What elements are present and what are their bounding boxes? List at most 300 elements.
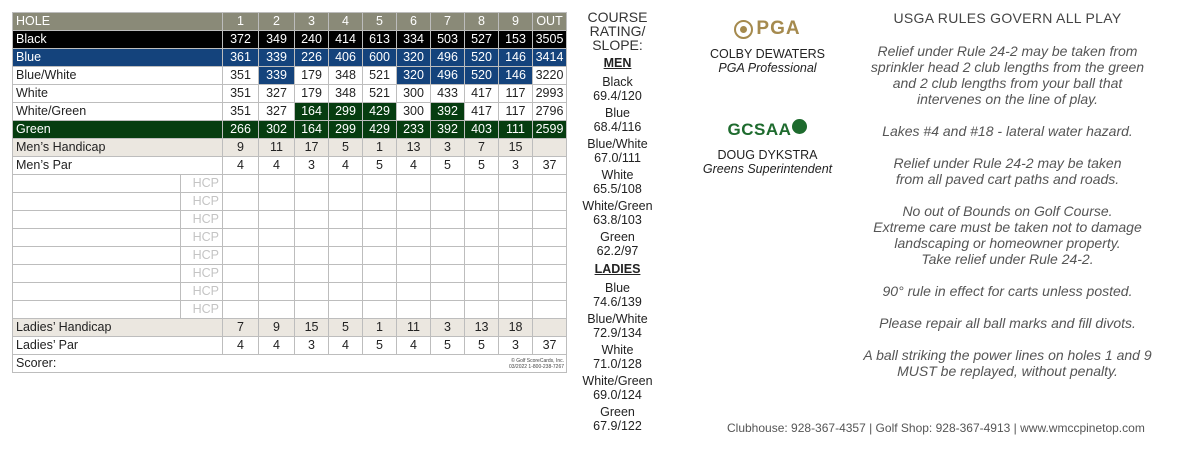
player-score-cell[interactable] — [465, 301, 499, 319]
player-score-cell[interactable] — [465, 265, 499, 283]
course-rating-slope — [570, 10, 665, 436]
player-score-cell[interactable] — [329, 301, 363, 319]
score-cell: 226 — [295, 49, 329, 67]
player-score-cell[interactable] — [533, 211, 567, 229]
score-cell: 233 — [397, 121, 431, 139]
player-name-cell[interactable] — [13, 247, 181, 265]
rule-line: landscaping or homeowner property. — [894, 235, 1121, 251]
score-cell: 600 — [363, 49, 397, 67]
score-cell: 5 — [465, 157, 499, 175]
player-score-cell[interactable] — [295, 193, 329, 211]
player-score-cell[interactable] — [397, 211, 431, 229]
score-cell: 15 — [499, 139, 533, 157]
score-cell: 5 — [329, 319, 363, 337]
score-cell: 3 — [295, 157, 329, 175]
player-score-cell[interactable] — [259, 193, 295, 211]
player-score-cell[interactable] — [363, 247, 397, 265]
tee-name: White/Green — [582, 199, 653, 213]
player-score-cell[interactable] — [329, 193, 363, 211]
score-cell: 327 — [259, 85, 295, 103]
player-score-cell[interactable] — [465, 247, 499, 265]
score-cell: 339 — [259, 67, 295, 85]
hcp-cell: HCP — [181, 193, 223, 211]
score-cell: 4 — [223, 337, 259, 355]
score-cell: 3 — [431, 139, 465, 157]
hcp-cell: HCP — [181, 301, 223, 319]
player-score-cell[interactable] — [431, 175, 465, 193]
player-score-cell[interactable] — [431, 265, 465, 283]
score-cell: 9 — [223, 139, 259, 157]
score-cell: 527 — [465, 31, 499, 49]
player-score-cell[interactable] — [431, 247, 465, 265]
out-cell: 2599 — [533, 121, 567, 139]
tee-row-blue-white — [13, 67, 567, 85]
hcp-cell: HCP — [181, 229, 223, 247]
player-score-cell[interactable] — [431, 283, 465, 301]
rule-line: Relief under Rule 24-2 may be taken from — [877, 43, 1138, 59]
player-score-row[interactable] — [13, 265, 567, 283]
player-name-cell[interactable] — [13, 301, 181, 319]
men-rating-entry — [570, 168, 665, 196]
score-cell: 7 — [465, 139, 499, 157]
player-score-cell[interactable] — [363, 175, 397, 193]
player-score-cell[interactable] — [363, 283, 397, 301]
ladies-rating-entry — [570, 374, 665, 402]
score-cell: 520 — [465, 49, 499, 67]
player-score-row[interactable] — [13, 211, 567, 229]
player-score-cell[interactable] — [223, 175, 259, 193]
player-score-cell[interactable] — [533, 247, 567, 265]
player-score-cell[interactable] — [499, 301, 533, 319]
player-score-cell[interactable] — [533, 193, 567, 211]
player-score-cell[interactable] — [397, 247, 431, 265]
score-cell: 240 — [295, 31, 329, 49]
score-cell: 300 — [397, 103, 431, 121]
player-score-cell[interactable] — [533, 175, 567, 193]
player-score-cell[interactable] — [295, 175, 329, 193]
men-rating-label: MEN — [603, 56, 632, 70]
men-rating-entry — [570, 75, 665, 103]
player-score-cell[interactable] — [397, 265, 431, 283]
tee-row-white — [13, 85, 567, 103]
row-label: White/Green — [13, 103, 223, 121]
player-score-cell[interactable] — [259, 175, 295, 193]
player-score-cell[interactable] — [499, 211, 533, 229]
rule-line: Please repair all ball marks and fill divots. — [879, 315, 1136, 331]
ladies-rating-label: LADIES — [594, 262, 641, 276]
row-label: Black — [13, 31, 223, 49]
score-cell: 417 — [465, 85, 499, 103]
rule-paragraph — [855, 155, 1160, 187]
score-cell: 11 — [397, 319, 431, 337]
score-cell: 179 — [295, 67, 329, 85]
player-score-cell[interactable] — [533, 229, 567, 247]
ladies-rating-entry — [570, 312, 665, 340]
out-cell: OUT — [533, 13, 567, 31]
score-cell: 5 — [431, 157, 465, 175]
contact-info: Clubhouse: 928-367-4357 | Golf Shop: 928-367-4913 | www.wmccpinetop.com — [727, 421, 1145, 435]
score-cell: 5 — [363, 337, 397, 355]
player-name-cell[interactable] — [13, 175, 181, 193]
rating-value: 65.5/108 — [593, 182, 642, 196]
player-score-cell[interactable] — [431, 301, 465, 319]
tee-name: Blue — [604, 281, 631, 295]
men-rating-entry — [570, 137, 665, 165]
ladies-rating-entry — [570, 281, 665, 309]
player-score-cell[interactable] — [329, 229, 363, 247]
rule-line: Relief under Rule 24-2 may be taken — [893, 155, 1122, 171]
score-cell: 18 — [499, 319, 533, 337]
rating-value: 69.0/124 — [593, 388, 642, 402]
player-score-cell[interactable] — [223, 265, 259, 283]
score-cell: 372 — [223, 31, 259, 49]
score-cell: 7 — [431, 13, 465, 31]
player-score-row[interactable] — [13, 229, 567, 247]
player-score-cell[interactable] — [363, 211, 397, 229]
player-score-cell[interactable] — [431, 229, 465, 247]
pga-logo — [695, 14, 840, 44]
player-name-cell[interactable] — [13, 229, 181, 247]
scorer-signature-cell[interactable] — [223, 355, 499, 373]
score-cell: 6 — [397, 13, 431, 31]
men-rating-entry — [570, 230, 665, 258]
player-score-cell[interactable] — [259, 265, 295, 283]
row-label: Green — [13, 121, 223, 139]
player-score-cell[interactable] — [499, 175, 533, 193]
score-cell: 4 — [329, 157, 363, 175]
player-score-cell[interactable] — [397, 301, 431, 319]
score-cell: 17 — [295, 139, 329, 157]
score-cell: 299 — [329, 121, 363, 139]
tee-name: White — [601, 168, 634, 182]
score-cell: 5 — [465, 337, 499, 355]
player-score-cell[interactable] — [465, 229, 499, 247]
score-cell: 3 — [431, 319, 465, 337]
row-label: Ladies’ Par — [13, 337, 223, 355]
ladies-handicap-row — [13, 319, 567, 337]
row-label: Ladies’ Handicap — [13, 319, 223, 337]
tee-row-white-green — [13, 103, 567, 121]
rule-line: Lakes #4 and #18 - lateral water hazard. — [882, 123, 1133, 139]
player-score-cell[interactable] — [223, 301, 259, 319]
golf-ball-icon — [792, 119, 807, 134]
imprint-text — [501, 358, 565, 370]
score-cell: 117 — [499, 85, 533, 103]
player-score-cell[interactable] — [465, 175, 499, 193]
scorer-row — [13, 355, 567, 373]
player-score-cell[interactable] — [465, 283, 499, 301]
score-cell: 13 — [465, 319, 499, 337]
score-cell: 164 — [295, 121, 329, 139]
rule-line: 90° rule in effect for carts unless posted. — [882, 283, 1133, 299]
player-score-cell[interactable] — [259, 211, 295, 229]
score-cell: 320 — [397, 67, 431, 85]
score-cell: 7 — [223, 319, 259, 337]
out-cell: 2796 — [533, 103, 567, 121]
player-score-cell[interactable] — [329, 265, 363, 283]
score-cell: 3 — [295, 337, 329, 355]
player-score-cell[interactable] — [499, 265, 533, 283]
score-cell: 299 — [329, 103, 363, 121]
player-score-cell[interactable] — [259, 301, 295, 319]
player-score-row[interactable] — [13, 247, 567, 265]
score-cell: 351 — [223, 85, 259, 103]
player-score-cell[interactable] — [397, 229, 431, 247]
player-score-cell[interactable] — [363, 193, 397, 211]
score-cell: 429 — [363, 103, 397, 121]
score-cell: 351 — [223, 103, 259, 121]
hcp-cell: HCP — [181, 211, 223, 229]
player-score-cell[interactable] — [533, 283, 567, 301]
score-cell: 613 — [363, 31, 397, 49]
player-score-cell[interactable] — [397, 175, 431, 193]
player-score-cell[interactable] — [329, 211, 363, 229]
score-cell: 1 — [363, 319, 397, 337]
out-cell: 37 — [533, 157, 567, 175]
score-cell: 5 — [363, 157, 397, 175]
rule-paragraph — [855, 283, 1160, 299]
score-cell: 392 — [431, 121, 465, 139]
score-cell: 11 — [259, 139, 295, 157]
player-score-cell[interactable] — [329, 175, 363, 193]
rating-title: COURSE RATING/ SLOPE: — [587, 9, 648, 53]
row-label: Blue — [13, 49, 223, 67]
score-cell: 9 — [259, 319, 295, 337]
score-cell: 496 — [431, 67, 465, 85]
out-cell: 3414 — [533, 49, 567, 67]
out-cell: 3505 — [533, 31, 567, 49]
rule-line: Extreme care must be taken not to damage — [873, 219, 1142, 235]
rules-heading: USGA RULES GOVERN ALL PLAY — [893, 10, 1122, 26]
ladies-rating-entry — [570, 343, 665, 371]
scorecard-table — [12, 12, 567, 373]
tee-row-green — [13, 121, 567, 139]
rule-line: sprinkler head 2 club lengths from the green — [870, 59, 1145, 75]
player-score-row[interactable] — [13, 283, 567, 301]
rating-value: 71.0/128 — [593, 357, 642, 371]
tee-name: White/Green — [582, 374, 653, 388]
score-cell: 496 — [431, 49, 465, 67]
score-cell: 1 — [363, 139, 397, 157]
superintendent-name: DOUG DYKSTRA — [717, 148, 818, 162]
gcsaa-logo-text: GCSAA — [727, 120, 792, 139]
score-cell: 520 — [465, 67, 499, 85]
player-score-cell[interactable] — [223, 247, 259, 265]
score-cell: 4 — [259, 337, 295, 355]
ladies-rating-entry — [570, 405, 665, 433]
out-cell: 37 — [533, 337, 567, 355]
score-cell: 348 — [329, 85, 363, 103]
player-score-cell[interactable] — [499, 229, 533, 247]
men-rating-entry — [570, 106, 665, 134]
imprint-line: 03/2022 1-800-238-7267 — [508, 363, 565, 370]
player-score-row[interactable] — [13, 175, 567, 193]
score-cell: 4 — [223, 157, 259, 175]
score-cell: 403 — [465, 121, 499, 139]
tee-row-blue — [13, 49, 567, 67]
score-cell: 417 — [465, 103, 499, 121]
local-rules — [855, 10, 1160, 395]
player-score-cell[interactable] — [295, 211, 329, 229]
player-score-cell[interactable] — [363, 265, 397, 283]
score-cell: 433 — [431, 85, 465, 103]
player-score-row[interactable] — [13, 301, 567, 319]
rule-paragraph — [855, 347, 1160, 379]
hcp-cell: HCP — [181, 265, 223, 283]
player-score-cell[interactable] — [499, 193, 533, 211]
mens-par-row — [13, 157, 567, 175]
ladies-par-row — [13, 337, 567, 355]
rule-line: Take relief under Rule 24-2. — [921, 251, 1094, 267]
score-cell: 503 — [431, 31, 465, 49]
player-score-cell[interactable] — [295, 265, 329, 283]
score-cell: 4 — [259, 157, 295, 175]
player-score-cell[interactable] — [465, 193, 499, 211]
rule-paragraph — [855, 315, 1160, 331]
player-score-cell[interactable] — [499, 283, 533, 301]
out-cell — [533, 319, 567, 337]
men-rating-list — [570, 75, 665, 258]
player-score-cell[interactable] — [397, 283, 431, 301]
ladies-rating-list — [570, 281, 665, 433]
rule-line: and 2 club lengths from your ball that — [892, 75, 1123, 91]
score-cell: 414 — [329, 31, 363, 49]
player-score-cell[interactable] — [329, 247, 363, 265]
pga-logo-text: PGA — [756, 18, 801, 39]
tee-name: Blue/White — [587, 137, 648, 151]
row-label: Men’s Handicap — [13, 139, 223, 157]
hcp-cell: HCP — [181, 247, 223, 265]
rule-paragraph — [855, 123, 1160, 139]
player-score-cell[interactable] — [259, 247, 295, 265]
gcsaa-logo — [695, 115, 840, 145]
tee-name: Green — [600, 230, 635, 244]
score-cell: 111 — [499, 121, 533, 139]
rules-list — [855, 43, 1160, 379]
score-cell: 392 — [431, 103, 465, 121]
score-cell: 146 — [499, 67, 533, 85]
rule-line: intervenes on the line of play. — [916, 91, 1099, 107]
score-cell: 320 — [397, 49, 431, 67]
score-cell: 339 — [259, 49, 295, 67]
score-cell: 164 — [295, 103, 329, 121]
player-score-cell[interactable] — [465, 211, 499, 229]
player-score-cell[interactable] — [295, 283, 329, 301]
player-name-cell[interactable] — [13, 265, 181, 283]
score-cell: 5 — [363, 13, 397, 31]
tee-row-black — [13, 31, 567, 49]
score-cell: 266 — [223, 121, 259, 139]
pga-seal-icon — [734, 20, 753, 39]
player-score-cell[interactable] — [363, 229, 397, 247]
player-score-cell[interactable] — [259, 283, 295, 301]
score-cell: 4 — [329, 13, 363, 31]
player-name-cell[interactable] — [13, 211, 181, 229]
rule-paragraph — [855, 203, 1160, 267]
player-score-cell[interactable] — [223, 229, 259, 247]
rating-value: 67.9/122 — [593, 419, 642, 433]
score-cell: 5 — [431, 337, 465, 355]
player-score-cell[interactable] — [295, 229, 329, 247]
tee-name: Blue/White — [587, 312, 648, 326]
score-cell: 15 — [295, 319, 329, 337]
score-cell: 361 — [223, 49, 259, 67]
player-score-cell[interactable] — [533, 301, 567, 319]
score-cell: 349 — [259, 31, 295, 49]
player-score-cell[interactable] — [499, 247, 533, 265]
player-score-cell[interactable] — [397, 193, 431, 211]
out-cell — [533, 139, 567, 157]
player-score-row[interactable] — [13, 193, 567, 211]
out-cell: 2993 — [533, 85, 567, 103]
player-score-cell[interactable] — [363, 301, 397, 319]
score-cell: 1 — [223, 13, 259, 31]
player-score-cell[interactable] — [223, 211, 259, 229]
hcp-cell: HCP — [181, 175, 223, 193]
score-cell: 521 — [363, 85, 397, 103]
score-cell: 300 — [397, 85, 431, 103]
rating-value: 69.4/120 — [593, 89, 642, 103]
score-cell: 521 — [363, 67, 397, 85]
rating-value: 72.9/134 — [593, 326, 642, 340]
score-cell: 3 — [499, 157, 533, 175]
rating-value: 63.8/103 — [593, 213, 642, 227]
score-cell: 153 — [499, 31, 533, 49]
printer-imprint — [499, 355, 567, 373]
player-score-cell[interactable] — [295, 247, 329, 265]
row-label: Men’s Par — [13, 157, 223, 175]
rule-line: MUST be replayed, without penalty. — [897, 363, 1118, 379]
pro-name: COLBY DEWATERS — [709, 47, 826, 61]
player-score-cell[interactable] — [259, 229, 295, 247]
rating-value: 67.0/111 — [594, 151, 641, 165]
tee-name: Green — [600, 405, 635, 419]
score-cell: 4 — [329, 337, 363, 355]
player-name-cell[interactable] — [13, 193, 181, 211]
score-cell: 146 — [499, 49, 533, 67]
player-score-cell[interactable] — [295, 301, 329, 319]
player-score-cell[interactable] — [223, 193, 259, 211]
player-name-cell[interactable] — [13, 283, 181, 301]
player-score-cell[interactable] — [431, 211, 465, 229]
staff-panel — [695, 14, 840, 176]
score-cell: 5 — [329, 139, 363, 157]
player-score-cell[interactable] — [329, 283, 363, 301]
superintendent-title: Greens Superintendent — [702, 162, 833, 176]
header-row — [13, 13, 567, 31]
mens-handicap-row — [13, 139, 567, 157]
tee-name: Blue — [604, 106, 631, 120]
rating-value: 74.6/139 — [593, 295, 642, 309]
score-cell: 302 — [259, 121, 295, 139]
score-cell: 2 — [259, 13, 295, 31]
row-label: White — [13, 85, 223, 103]
score-cell: 4 — [397, 337, 431, 355]
row-label: HOLE — [13, 13, 223, 31]
score-cell: 429 — [363, 121, 397, 139]
rule-line: A ball striking the power lines on holes 1 and 9 — [863, 347, 1152, 363]
pro-title: PGA Professional — [718, 61, 817, 75]
rule-paragraph — [855, 43, 1160, 107]
rating-value: 68.4/116 — [593, 120, 642, 134]
player-score-cell[interactable] — [533, 265, 567, 283]
score-cell: 9 — [499, 13, 533, 31]
score-cell: 327 — [259, 103, 295, 121]
player-score-cell[interactable] — [431, 193, 465, 211]
rating-value: 62.2/97 — [596, 244, 639, 258]
tee-name: Black — [602, 75, 633, 89]
player-score-cell[interactable] — [223, 283, 259, 301]
